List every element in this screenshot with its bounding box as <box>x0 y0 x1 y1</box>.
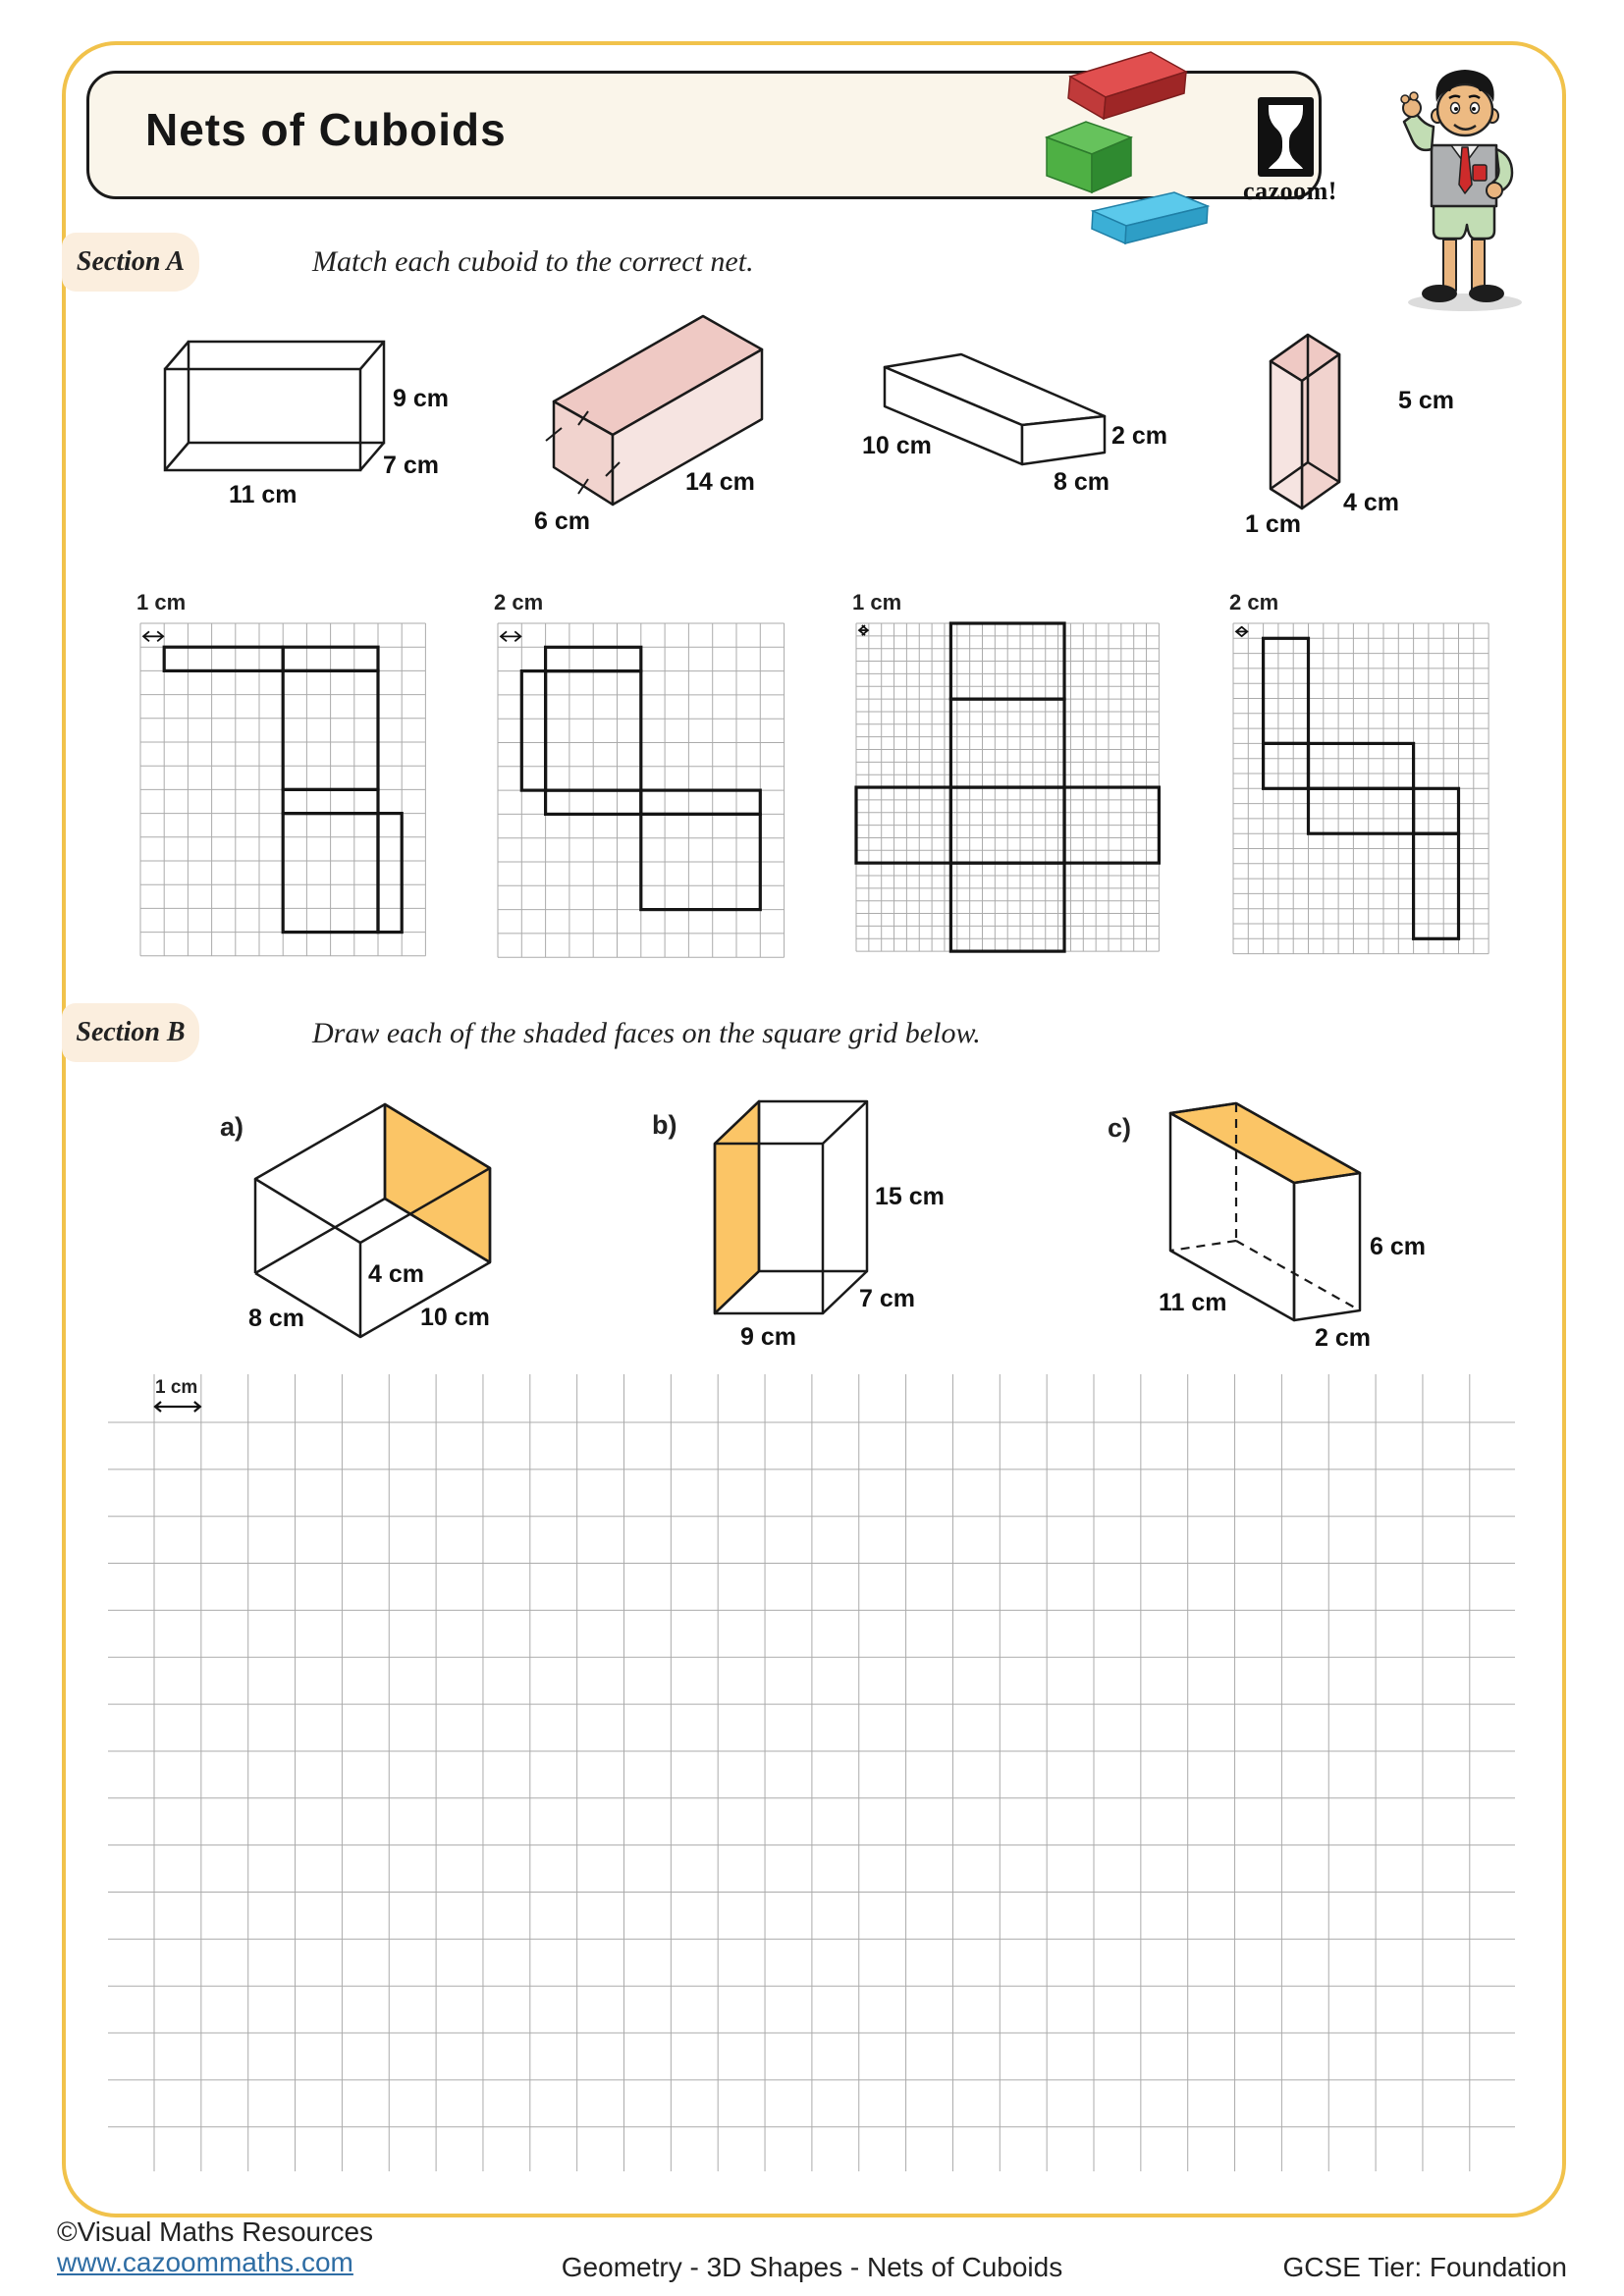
footer-copyright: ©Visual Maths Resources <box>57 2216 374 2247</box>
net-scale-label: 1 cm <box>852 590 902 614</box>
dim-label: 8 cm <box>1054 468 1110 496</box>
footer-center: Geometry - 3D Shapes - Nets of Cuboids <box>561 2252 1063 2282</box>
dim-label: 6 cm <box>534 507 590 535</box>
item-label-c: c) <box>1108 1113 1132 1143</box>
dim-label: 7 cm <box>859 1285 915 1312</box>
net-scale-label: 1 cm <box>136 590 187 614</box>
dim-label: 2 cm <box>1111 422 1167 450</box>
section-a-label: Section A <box>76 246 186 277</box>
answer-grid-scale-label: 1 cm <box>155 1377 198 1398</box>
section-b-badge <box>62 1003 199 1062</box>
dim-label: 1 cm <box>1245 510 1301 538</box>
dim-label: 5 cm <box>1398 387 1454 414</box>
dim-label: 7 cm <box>383 452 439 479</box>
section-b-instruction: Draw each of the shaded faces on the square grid below. <box>312 1017 981 1049</box>
dim-label: 15 cm <box>875 1183 945 1210</box>
dim-label: 9 cm <box>393 385 449 412</box>
dim-label: 9 cm <box>740 1323 796 1351</box>
dim-label: 10 cm <box>420 1304 490 1331</box>
dim-label: 2 cm <box>1315 1324 1371 1352</box>
net-scale-label: 2 cm <box>1229 590 1279 614</box>
section-b-label: Section B <box>76 1017 186 1047</box>
dim-label: 4 cm <box>1343 489 1399 516</box>
dim-label: 11 cm <box>229 481 298 508</box>
net-scale-label: 2 cm <box>494 590 544 614</box>
section-a-instruction: Match each cuboid to the correct net. <box>312 245 754 278</box>
cazoom-logo-text: cazoom! <box>1243 177 1337 205</box>
section-a-badge <box>62 233 199 292</box>
item-label-b: b) <box>652 1110 677 1140</box>
dim-label: 14 cm <box>685 468 755 496</box>
dim-label: 4 cm <box>368 1260 424 1288</box>
item-label-a: a) <box>220 1112 244 1142</box>
dim-label: 8 cm <box>248 1305 304 1332</box>
footer-tier: GCSE Tier: Foundation <box>1282 2252 1567 2282</box>
dim-label: 11 cm <box>1159 1289 1227 1316</box>
dim-label: 6 cm <box>1370 1233 1426 1260</box>
footer-link[interactable]: www.cazoommaths.com <box>57 2247 353 2277</box>
dim-label: 10 cm <box>862 432 932 459</box>
page-title: Nets of Cuboids <box>145 104 507 155</box>
